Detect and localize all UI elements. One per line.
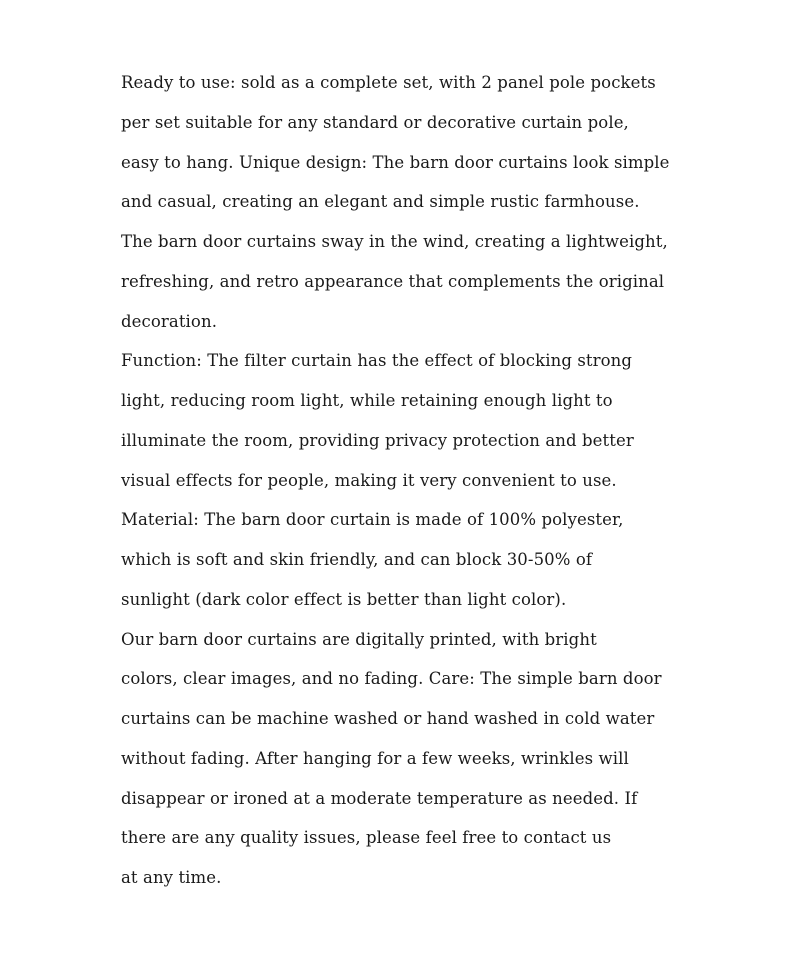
- text-line: which is soft and skin friendly, and can block 30-50% of: [121, 550, 593, 569]
- text-line: Function: The filter curtain has the effect of blocking strong: [121, 351, 633, 371]
- text-line: disappear or ironed at a moderate temperature as needed. If: [121, 788, 638, 808]
- text-line: Material: The barn door curtain is made of 100% polyester,: [121, 510, 624, 530]
- text-line: Our barn door curtains are digitally printed, with bright: [121, 629, 597, 649]
- text-line: light, reducing room light, while retaining enough light to: [121, 391, 613, 410]
- text-line: refreshing, and retro appearance that complements the original: [121, 271, 665, 291]
- text-line: curtains can be machine washed or hand washed in cold water: [121, 709, 655, 728]
- text-line: and casual, creating an elegant and simple rustic farmhouse.: [121, 192, 640, 212]
- text-line: easy to hang. Unique design: The barn door curtains look simple: [121, 152, 670, 172]
- product-description: [121, 63, 701, 898]
- text-line: decoration.: [121, 311, 218, 331]
- text-line: Ready to use: sold as a complete set, with 2 panel pole pockets: [121, 73, 656, 92]
- text-line: per set suitable for any standard or decorative curtain pole,: [121, 112, 629, 132]
- text-line: illuminate the room, providing privacy protection and better: [121, 430, 634, 450]
- text-line: without fading. After hanging for a few weeks, wrinkles will: [121, 748, 629, 768]
- text-line: at any time.: [121, 868, 222, 887]
- text-line: The barn door curtains sway in the wind, creating a lightweight,: [121, 232, 668, 251]
- text-line: colors, clear images, and no fading. Care: The simple barn door: [121, 669, 662, 689]
- text-line: visual effects for people, making it very convenient to use.: [121, 470, 617, 490]
- text-line: there are any quality issues, please feel free to contact us: [121, 828, 612, 848]
- text-line: sunlight (dark color effect is better than light color).: [121, 589, 567, 609]
